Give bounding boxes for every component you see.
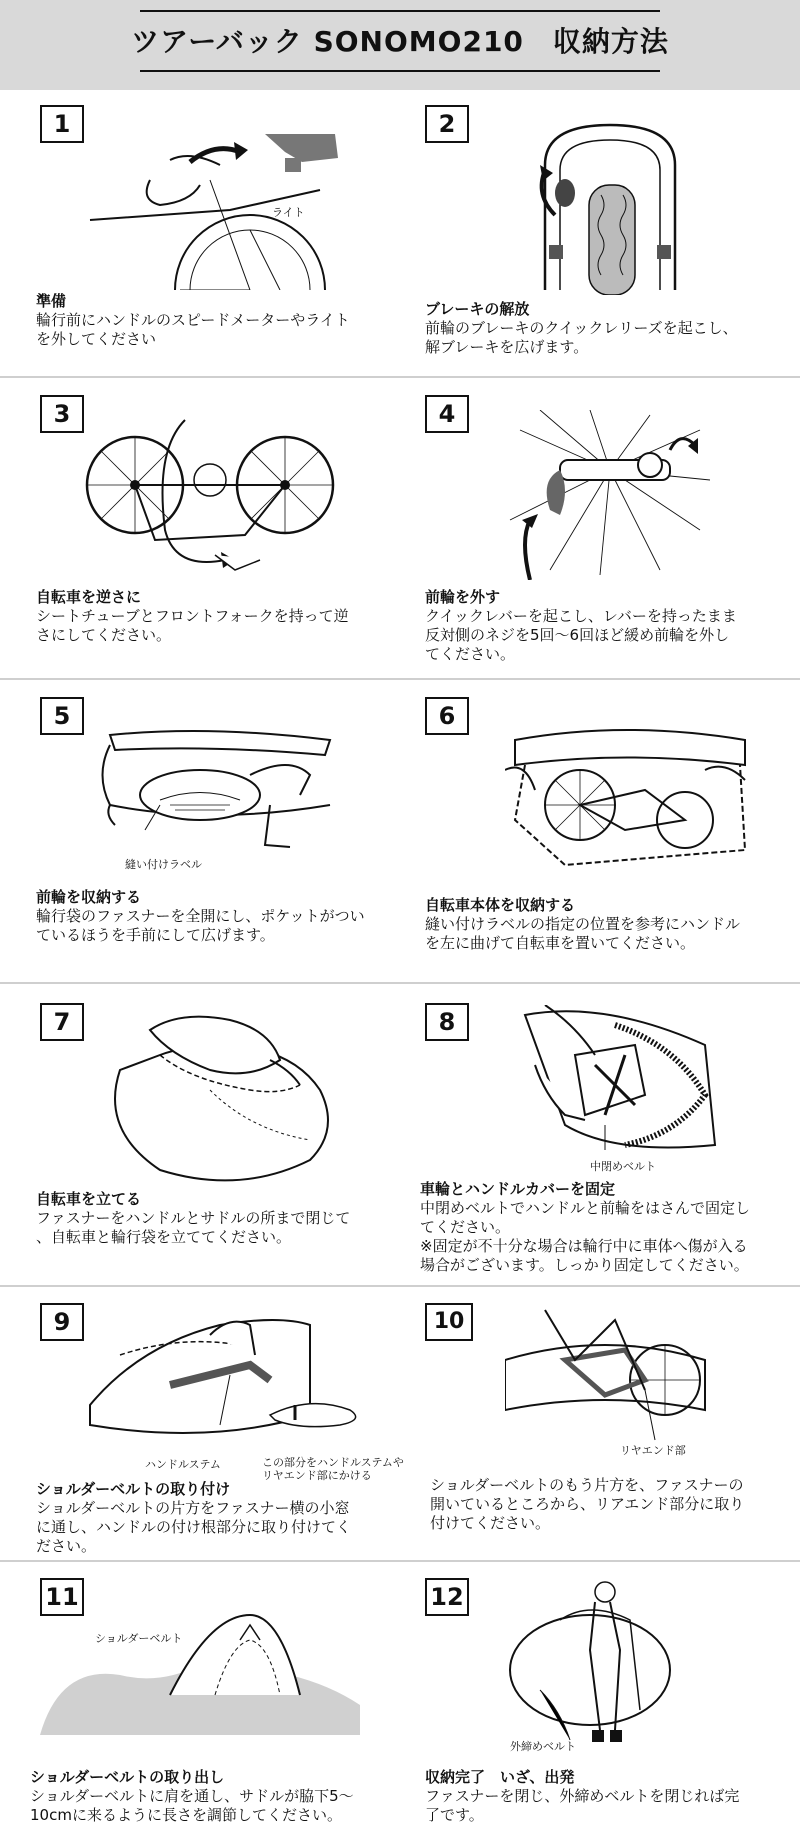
row-divider: [0, 678, 800, 680]
step-5-heading: 前輪を収納する: [36, 888, 142, 906]
step-1-light-label: ライト: [272, 206, 305, 219]
step-3-illustration: [85, 410, 345, 580]
step-8-caption: [420, 1180, 790, 1275]
step-9-body: ショルダーベルトの片方をファスナー横の小窓 に通し、ハンドルの付け根部分に取り付けてく ださい。: [36, 1499, 352, 1555]
step-7-heading: 自転車を立てる: [36, 1190, 142, 1208]
step-5-sewn-label: 縫い付けラベル: [125, 858, 202, 871]
step-1-caption: [36, 292, 396, 349]
step-6-heading: 自転車本体を収納する: [425, 896, 576, 914]
page-title: ツアーバック SONOMO210 収納方法: [131, 25, 669, 58]
row-divider: [0, 982, 800, 984]
step-3-caption: [36, 588, 396, 645]
step-5-body: 輪行袋のファスナーを全開にし、ポケットがつい ているほうを手前にして広げます。: [36, 907, 365, 944]
row-divider: [0, 1285, 800, 1287]
step-1-body: 輪行前にハンドルのスピードメーターやライト を外してください: [36, 311, 350, 348]
step-11-number: 11: [40, 1578, 84, 1616]
step-3-number: 3: [40, 395, 84, 433]
step-7-number: 7: [40, 1003, 84, 1041]
step-4-caption: [425, 588, 785, 664]
step-5-caption: [36, 888, 396, 945]
step-12-body: ファスナーを閉じ、外締めベルトを閉じれば完 了です。: [425, 1787, 740, 1824]
step-1-heading: 準備: [36, 292, 67, 310]
step-8-belt-label: 中閉めベルト: [590, 1160, 656, 1173]
step-2-illustration: [505, 115, 705, 295]
step-2-heading: ブレーキの解放: [425, 300, 530, 318]
row-divider: [0, 376, 800, 378]
step-10-caption: [430, 1476, 790, 1533]
step-1-number: 1: [40, 105, 84, 143]
step-8-number: 8: [425, 1003, 469, 1041]
page-header: [0, 0, 800, 90]
step-9-caption: [36, 1480, 396, 1556]
step-10-number: 10: [425, 1303, 473, 1341]
step-12-heading: 収納完了 いざ、出発: [425, 1768, 575, 1786]
step-1-illustration: [80, 120, 360, 290]
step-9-stem-label: ハンドルステム: [145, 1458, 221, 1471]
step-2-body: 前輪のブレーキのクイックレリーズを起こし、 解ブレーキを広げます。: [425, 319, 738, 356]
step-11-body: ショルダーベルトに肩を通し、サドルが脇下5～ 10cmに来るように長さを調節してください。: [30, 1787, 354, 1824]
step-7-illustration: [100, 1010, 340, 1190]
step-5-illustration: [90, 715, 340, 855]
step-11-caption: [30, 1768, 400, 1825]
row-divider: [0, 1560, 800, 1562]
step-9-heading: ショルダーベルトの取り付け: [36, 1480, 231, 1498]
step-6-illustration: [505, 710, 755, 870]
step-4-body: クイックレバーを起こし、レバーを持ったまま 反対側のネジを5回～6回ほど緩め前輪を外し てください。: [425, 607, 737, 663]
step-9-number: 9: [40, 1303, 84, 1341]
step-11-heading: ショルダーベルトの取り出し: [30, 1768, 225, 1786]
step-3-body: シートチューブとフロントフォークを持って逆 さにしてください。: [36, 607, 349, 644]
step-9-illustration: [80, 1305, 390, 1455]
step-11-shoulder-belt-label: ショルダーベルト: [95, 1632, 183, 1645]
step-9-hook-label: この部分をハンドルステムや リヤエンド部にかける: [262, 1456, 404, 1482]
step-8-heading: 車輪とハンドルカバーを固定: [420, 1180, 616, 1198]
step-6-body: 縫い付けラベルの指定の位置を参考にハンドル を左に曲げて自転車を置いてください。: [425, 915, 741, 952]
step-4-heading: 前輪を外す: [425, 588, 501, 606]
step-11-illustration: [40, 1605, 360, 1735]
step-4-number: 4: [425, 395, 469, 433]
step-2-number: 2: [425, 105, 469, 143]
step-6-caption: [425, 896, 785, 953]
step-10-illustration: [505, 1300, 725, 1450]
step-12-number: 12: [425, 1578, 469, 1616]
step-7-body: ファスナーをハンドルとサドルの所まで閉じて 、自転車と輪行袋を立ててください。: [36, 1209, 351, 1246]
step-10-body: ショルダーベルトのもう片方を、ファスナーの 開いているところから、リアエンド部分に取り 付けてください。: [430, 1476, 745, 1532]
step-8-body: 中閉めベルトでハンドルと前輪をはさんで固定し てください。 ※固定が不十分な場合は輪行中に車体へ傷が入る 場合がございます。しっかり固定してください。: [420, 1199, 751, 1274]
step-3-heading: 自転車を逆さに: [36, 588, 142, 606]
step-4-illustration: [500, 410, 720, 580]
step-10-rear-end-label: リヤエンド部: [620, 1444, 686, 1457]
step-7-caption: [36, 1190, 396, 1247]
step-12-outer-belt-label: 外締めベルト: [510, 1740, 576, 1753]
step-2-caption: [425, 300, 785, 357]
step-5-number: 5: [40, 697, 84, 735]
step-12-caption: [425, 1768, 785, 1825]
step-8-illustration: [505, 1005, 725, 1155]
step-6-number: 6: [425, 697, 469, 735]
step-12-illustration: [500, 1580, 690, 1750]
header-rule-bottom: [140, 70, 660, 72]
header-rule-top: [140, 10, 660, 12]
